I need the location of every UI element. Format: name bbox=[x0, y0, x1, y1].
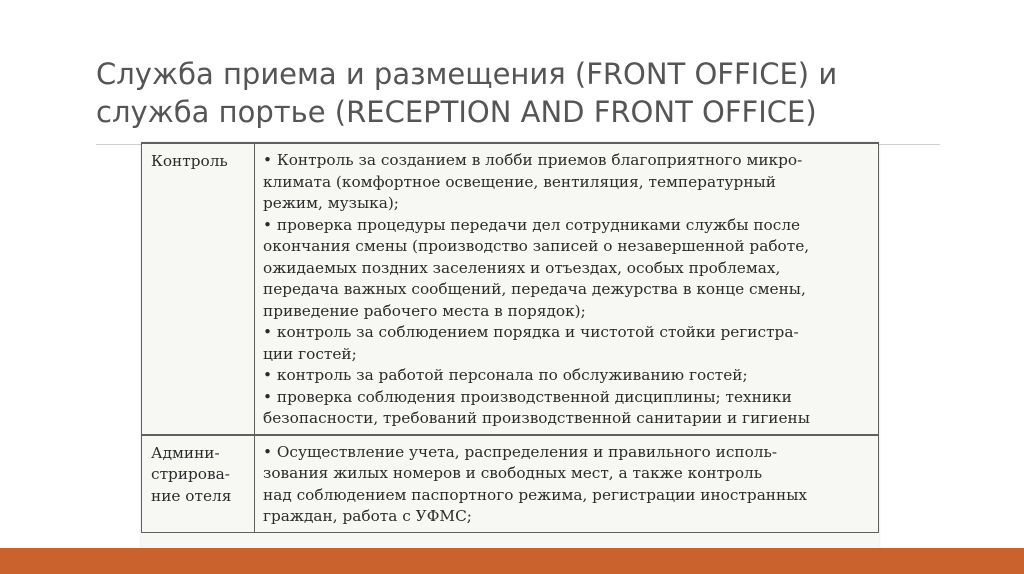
table-image bbox=[141, 142, 879, 570]
functions-table bbox=[141, 142, 879, 533]
row-label: Контроль bbox=[151, 152, 228, 170]
text-line: ции гостей; bbox=[263, 344, 357, 363]
text-line: • контроль за соблюдением порядка и чистотой стойки регистра- bbox=[263, 323, 799, 341]
text-line: • Осуществление учета, распределения и правильного исполь- bbox=[263, 442, 778, 461]
text-line: окончания смены (производство записей о незавершенной работе, bbox=[263, 237, 810, 255]
text-line: ожидаемых поздних заселениях и отъездах, особых проблемах, bbox=[263, 258, 781, 277]
text-line: граждан, работа с УФМС; bbox=[263, 507, 472, 525]
slide-title-line-2: служба портье (RECEPTION AND FRONT OFFICE) bbox=[96, 95, 817, 129]
text-line: передача важных сообщений, передача дежурства в конце смены, bbox=[263, 280, 806, 298]
row-text-cell bbox=[255, 143, 879, 435]
text-line: • Контроль за созданием в лобби приемов благоприятного микро- bbox=[263, 151, 803, 169]
table-row-administration bbox=[142, 435, 879, 533]
row-text-cell bbox=[255, 435, 879, 533]
text-line: приведение рабочего места в порядок); bbox=[263, 301, 586, 320]
text-line: режим, музыка); bbox=[263, 194, 399, 212]
text-line: над соблюдением паспортного режима, регистрации иностранных bbox=[263, 485, 808, 504]
row-label: Админи- bbox=[151, 443, 220, 462]
slide-title-line-1: Служба приема и размещения (FRONT OFFICE) и bbox=[96, 57, 838, 91]
table-row-control bbox=[142, 143, 879, 435]
row-label-cell bbox=[142, 435, 255, 533]
row-label-cell bbox=[142, 143, 255, 435]
text-line: зования жилых номеров и свободных мест, а также контроль bbox=[263, 464, 763, 482]
bottom-accent-bar bbox=[0, 548, 1024, 574]
row-label: ние отеля bbox=[151, 486, 232, 505]
text-line: • контроль за работой персонала по обслуживанию гостей; bbox=[263, 366, 748, 384]
slide-title bbox=[96, 55, 956, 131]
text-line: климата (комфортное освещение, вентиляция, температурный bbox=[263, 172, 776, 191]
text-line: • проверка соблюдения производственной дисциплины; техники bbox=[263, 387, 792, 406]
row-label: стрирова- bbox=[151, 465, 230, 483]
text-line: • проверка процедуры передачи дел сотрудниками службы после bbox=[263, 215, 801, 234]
text-line: безопасности, требований производственной санитарии и гигиены bbox=[263, 409, 810, 427]
